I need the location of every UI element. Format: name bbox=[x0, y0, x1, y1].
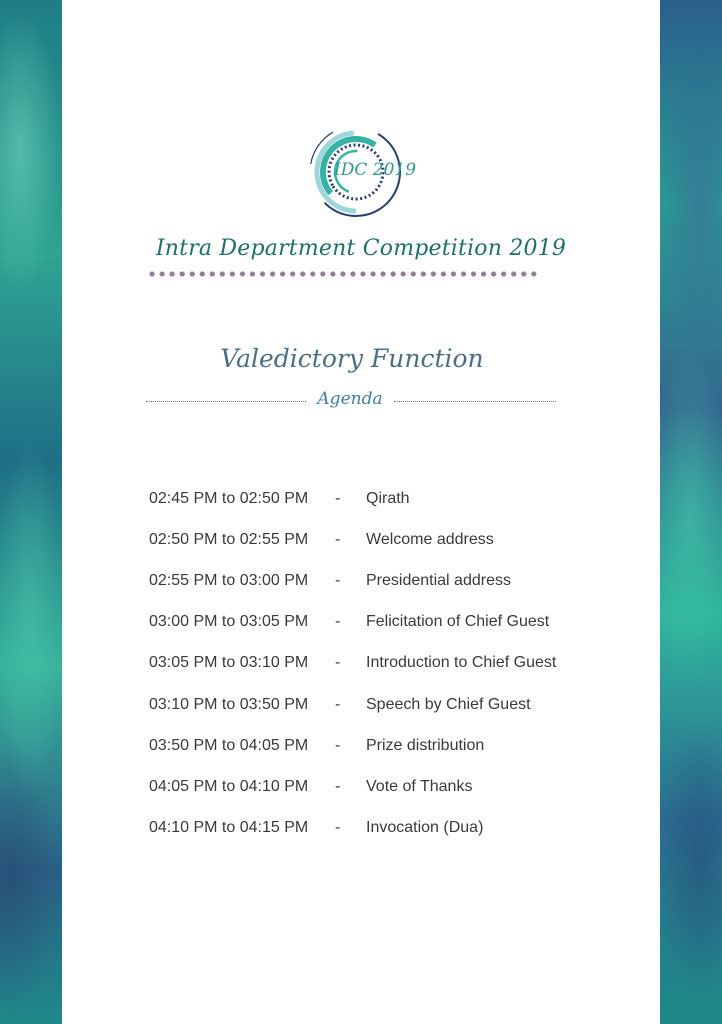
agenda-separator: - bbox=[335, 695, 341, 713]
agenda-rule-right bbox=[394, 401, 556, 403]
right-decorative-border bbox=[660, 0, 722, 1024]
agenda-time: 03:05 PM to 03:10 PM bbox=[149, 654, 309, 672]
agenda-heading: Agenda bbox=[317, 389, 383, 409]
agenda-row bbox=[149, 602, 609, 643]
agenda-row bbox=[149, 643, 609, 684]
agenda-list bbox=[149, 478, 609, 849]
agenda-row bbox=[149, 725, 609, 766]
agenda-item: Welcome address bbox=[366, 530, 494, 548]
agenda-time: 04:10 PM to 04:15 PM bbox=[149, 819, 309, 837]
agenda-separator: - bbox=[335, 571, 341, 589]
agenda-row bbox=[149, 478, 609, 519]
agenda-time: 03:00 PM to 03:05 PM bbox=[149, 613, 309, 631]
agenda-item: Prize distribution bbox=[366, 736, 485, 754]
left-decorative-border bbox=[0, 0, 62, 1024]
agenda-row bbox=[149, 560, 609, 601]
agenda-separator: - bbox=[335, 819, 341, 837]
agenda-item: Vote of Thanks bbox=[366, 777, 473, 795]
agenda-time: 02:50 PM to 02:55 PM bbox=[149, 530, 309, 548]
agenda-item: Speech by Chief Guest bbox=[366, 695, 531, 713]
agenda-row bbox=[149, 766, 609, 807]
agenda-separator: - bbox=[335, 654, 341, 672]
agenda-row bbox=[149, 684, 609, 725]
agenda-row bbox=[149, 808, 609, 849]
agenda-time: 02:55 PM to 03:00 PM bbox=[149, 571, 309, 589]
function-title: Valedictory Function bbox=[220, 344, 484, 373]
agenda-time: 03:10 PM to 03:50 PM bbox=[149, 695, 309, 713]
agenda-time: 02:45 PM to 02:50 PM bbox=[149, 489, 309, 507]
agenda-item: Introduction to Chief Guest bbox=[366, 654, 557, 672]
agenda-separator: - bbox=[335, 777, 341, 795]
agenda-item: Presidential address bbox=[366, 571, 511, 589]
logo-text: IDC 2019 bbox=[334, 160, 417, 180]
agenda-time: 03:50 PM to 04:05 PM bbox=[149, 736, 309, 754]
agenda-item: Invocation (Dua) bbox=[366, 819, 484, 837]
agenda-rule-left bbox=[146, 401, 306, 403]
agenda-separator: - bbox=[335, 736, 341, 754]
agenda-item: Felicitation of Chief Guest bbox=[366, 613, 550, 631]
agenda-item: Qirath bbox=[366, 489, 410, 507]
agenda-time: 04:05 PM to 04:10 PM bbox=[149, 777, 309, 795]
agenda-separator: - bbox=[335, 489, 341, 507]
agenda-separator: - bbox=[335, 613, 341, 631]
dotted-divider bbox=[147, 270, 539, 278]
event-title: Intra Department Competition 2019 bbox=[155, 236, 567, 261]
agenda-separator: - bbox=[335, 530, 341, 548]
agenda-row bbox=[149, 519, 609, 560]
